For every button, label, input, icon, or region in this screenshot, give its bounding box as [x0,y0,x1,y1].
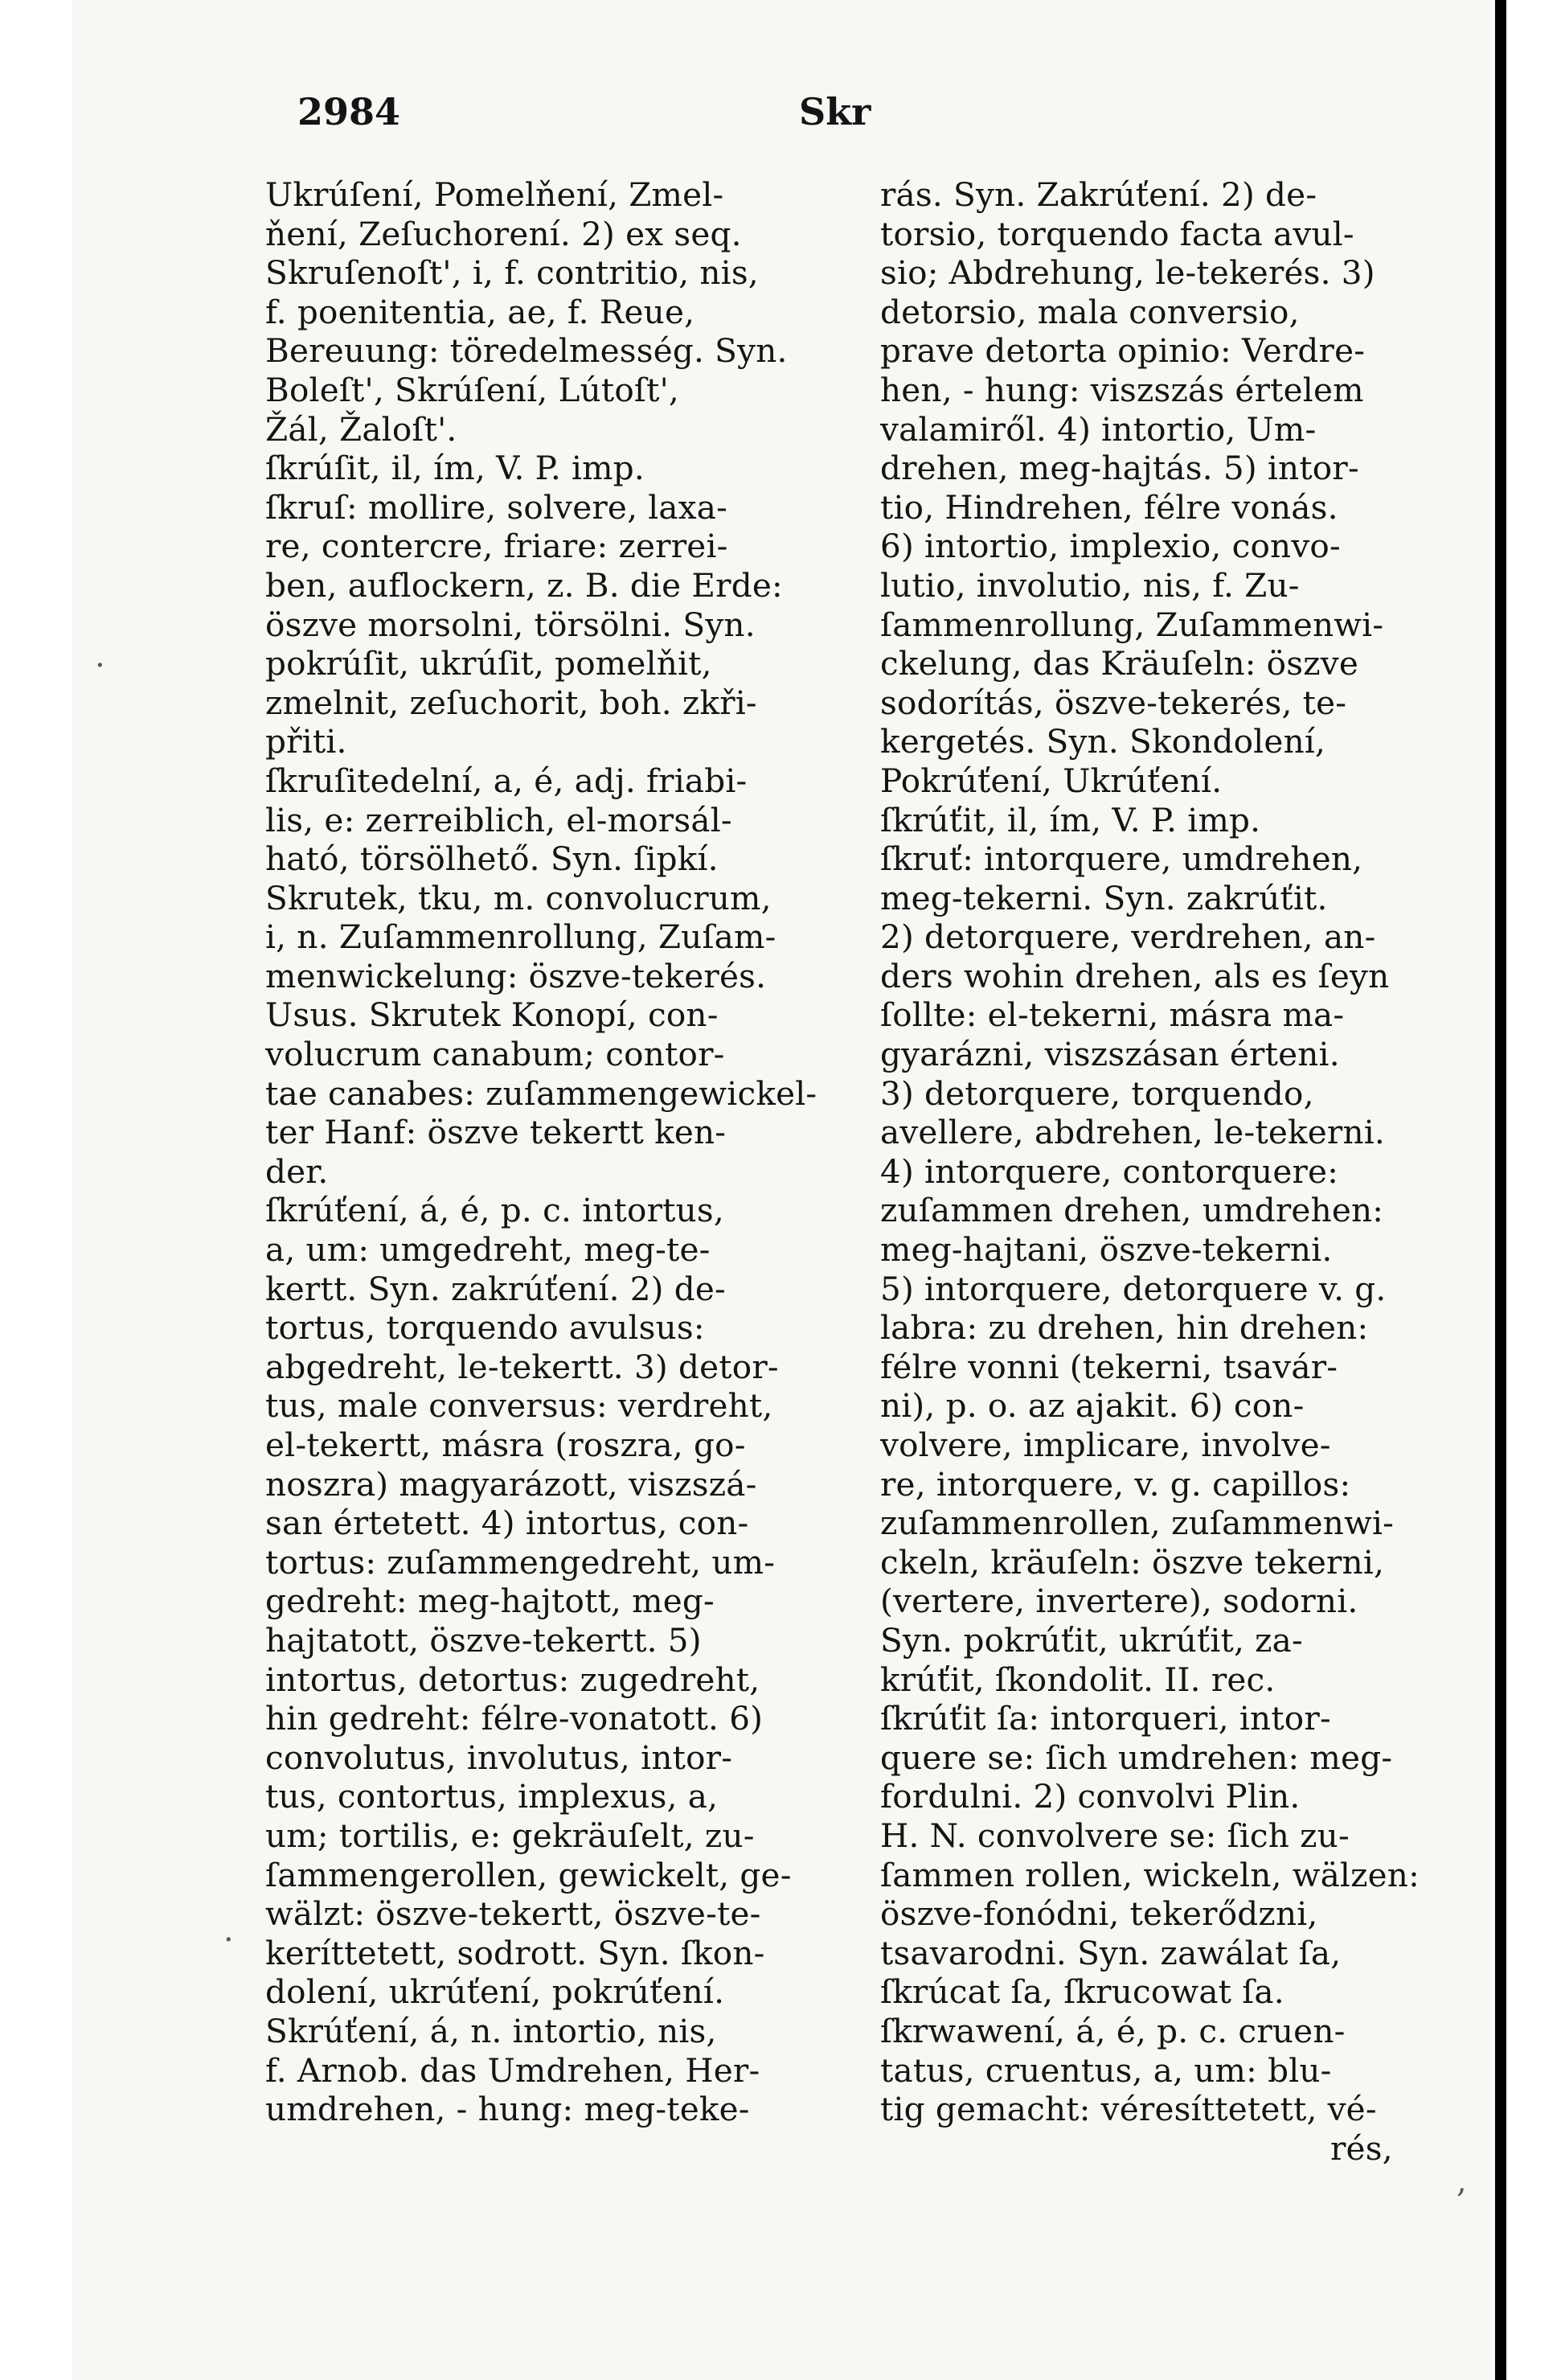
text-line: meg-tekerni. Syn. zakrúťit. [880,878,1328,917]
text-line: torsio, torquendo facta avul- [880,214,1354,253]
text-line: valamiről. 4) intortio, Um- [880,409,1317,449]
text-line: Ukrúſení, Pomelňení, Zmel- [265,175,724,214]
text-line: ſkrúťit ſa: intorqueri, intor- [880,1699,1331,1738]
binding-edge [1495,0,1506,2380]
text-line: öszve-fonódni, tekerődzni, [880,1894,1318,1934]
left-column [265,175,864,2129]
text-line: quere se: ſich umdrehen: meg- [880,1738,1393,1777]
text-line: ſkrwawení, á, é, p. c. cruen- [880,2011,1346,2050]
text-line: Boleſt', Skrúſení, Lútoſt', [265,370,679,409]
text-line: ſkruť: intorquere, umdrehen, [880,839,1363,879]
text-line: ni), p. o. az ajakit. 6) con- [880,1386,1305,1426]
text-line: rás. Syn. Zakrúťení. 2) de- [880,175,1317,214]
text-line: ſammen rollen, wickeln, wälzen: [880,1855,1420,1894]
text-line: 2) detorquere, verdrehen, an- [880,917,1376,957]
text-line: ňení, Zeſuchorení. 2) ex seq. [265,214,742,253]
text-line: přiti. [265,722,347,761]
text-line: dolení, ukrúťení, pokrúťení. [265,1972,725,2012]
text-line: hin gedreht: félre-vonatott. 6) [265,1699,764,1738]
text-line: 5) intorquere, detorquere v. g. [880,1269,1387,1308]
text-line: öszve morsolni, törsölni. Syn. [265,605,756,644]
text-line: Skrutek, tku, m. convolucrum, [265,878,772,917]
text-line: Žál, Žaloſt'. [265,409,457,449]
text-line: ſkruſitedelní, a, é, adj. friabi- [265,761,748,800]
text-line: tortus, torquendo avulsus: [265,1308,705,1348]
text-line: hen, - hung: viszszás értelem [880,370,1364,409]
text-line: zuſammen drehen, umdrehen: [880,1191,1384,1230]
text-line: ſammengerollen, gewickelt, ge- [265,1855,792,1894]
text-line: Syn. pokrúťit, ukrúťit, za- [880,1620,1303,1660]
text-line: pokrúſit, ukrúſit, pomelňit, [265,644,712,683]
text-line: sio; Abdrehung, le-tekerés. 3) [880,253,1375,293]
text-line: gyarázni, viszszásan érteni. [880,1035,1340,1074]
text-line: ſkrúťit, il, ím, V. P. imp. [880,800,1261,839]
text-line: umdrehen, - hung: meg-teke- [265,2090,750,2129]
text-line: Pokrúťení, Ukrúťení. [880,761,1223,800]
text-line: lutio, involutio, nis, f. Zu- [880,565,1300,605]
margin-speck: · [95,647,105,684]
text-line: kertt. Syn. zakrúťení. 2) de- [265,1269,726,1308]
text-line: tae canabes: zuſammengewickel- [265,1073,817,1113]
text-line: krúťit, ſkondolit. II. rec. [880,1660,1276,1699]
text-line: keríttetett, sodrott. Syn. ſkon- [265,1933,765,1972]
text-line: san értetett. 4) intortus, con- [265,1504,749,1543]
outer-margin [1506,0,1561,2380]
text-line: ſkruſ: mollire, solvere, laxa- [265,487,728,527]
text-line: zuſammenrollen, zuſammenwi- [880,1504,1394,1543]
text-line: lis, e: zerreiblich, el-morsál- [265,800,732,839]
text-line: Skruſenoſt', i, f. contritio, nis, [265,253,759,293]
text-line: meg-hajtani, öszve-tekerni. [880,1230,1333,1270]
text-line: hajtatott, öszve-tekertt. 5) [265,1620,702,1660]
text-line: kergetés. Syn. Skondolení, [880,722,1326,761]
text-line: avellere, abdrehen, le-tekerni. [880,1113,1385,1152]
text-line: ſkrúťení, á, é, p. c. intortus, [265,1191,724,1230]
text-line: ders wohin drehen, als es ſeyn [880,956,1390,995]
text-line: i, n. Zuſammenrollung, Zuſam- [265,917,776,957]
text-line: ható, törsölhető. Syn. ſipkí. [265,839,719,879]
text-line: noszra) magyarázott, viszszá- [265,1464,757,1504]
text-line: ckeln, kräuſeln: öszve tekerni, [880,1542,1385,1582]
text-line: rés, [1330,2128,1393,2168]
text-line: wälzt: öszve-tekertt, öszve-te- [265,1894,761,1934]
margin-speck: · [223,1922,234,1959]
text-line: Bereuung: töredelmesség. Syn. [265,331,788,371]
text-line: detorsio, mala conversio, [880,292,1300,331]
text-line: (vertere, invertere), sodorni. [880,1582,1358,1621]
text-line: 6) intortio, implexio, convo- [880,527,1341,566]
text-line: ſammenrollung, Zuſammenwi- [880,605,1384,644]
text-line: drehen, meg-hajtás. 5) intor- [880,449,1359,488]
text-line: ſkrúcat ſa, ſkrucowat ſa. [880,1972,1284,2012]
text-line: re, intorquere, v. g. capillos: [880,1464,1351,1504]
margin-speck: , [1457,2163,1467,2200]
text-line: volucrum canabum; contor- [265,1035,725,1074]
text-line: f. poenitentia, ae, f. Reue, [265,292,695,331]
text-line: tatus, cruentus, a, um: blu- [880,2050,1332,2090]
text-line: félre vonni (tekerni, tsavár- [880,1347,1338,1386]
text-line: menwickelung: öszve-tekerés. [265,956,767,995]
text-line: f. Arnob. das Umdrehen, Her- [265,2050,760,2090]
text-line: labra: zu drehen, hin drehen: [880,1308,1369,1348]
page-number: 2984 [297,90,401,133]
page-header [297,90,1439,138]
text-line: tus, contortus, implexus, a, [265,1777,719,1816]
text-line: tortus: zuſammengedreht, um- [265,1542,776,1582]
text-line: tsavarodni. Syn. zawálat ſa, [880,1933,1342,1972]
text-line: re, contercre, friare: zerrei- [265,527,728,566]
text-line: fordulni. 2) convolvi Plin. [880,1777,1301,1816]
text-line: Skrúťení, á, n. intortio, nis, [265,2011,717,2050]
text-line: ter Hanf: öszve tekertt ken- [265,1113,727,1152]
text-line: tus, male conversus: verdreht, [265,1386,773,1426]
text-line: volvere, implicare, involve- [880,1426,1331,1464]
text-line: prave detorta opinio: Verdre- [880,331,1366,371]
text-line: der. [265,1151,329,1191]
right-column [880,175,1491,2168]
text-line: tig gemacht: véresíttetett, vé- [880,2090,1377,2129]
text-line: a, um: umgedreht, meg-te- [265,1230,711,1270]
running-head: Skr [799,90,871,133]
text-line: intortus, detortus: zugedreht, [265,1660,760,1699]
text-line: abgedreht, le-tekertt. 3) detor- [265,1347,779,1386]
text-line: H. N. convolvere se: ſich zu- [880,1816,1350,1855]
text-line: um; tortilis, e: gekräuſelt, zu- [265,1816,755,1855]
text-line: zmelnit, zeſuchorit, boh. zkři- [265,683,757,722]
text-line: ſollte: el-tekerni, másra ma- [880,995,1345,1035]
text-line: convolutus, involutus, intor- [265,1738,733,1777]
text-line: 3) detorquere, torquendo, [880,1073,1314,1113]
text-line: sodorítás, öszve-tekerés, te- [880,683,1347,722]
text-line: tio, Hindrehen, félre vonás. [880,487,1338,527]
text-line: Usus. Skrutek Konopí, con- [265,995,719,1035]
text-line: gedreht: meg-hajtott, meg- [265,1582,715,1621]
text-line: 4) intorquere, contorquere: [880,1151,1339,1191]
text-line: ſkrúſit, il, ím, V. P. imp. [265,449,645,488]
text-line: el-tekertt, másra (roszra, go- [265,1426,746,1464]
text-line: ben, auflockern, z. B. die Erde: [265,565,783,605]
text-line: ckelung, das Kräuſeln: öszve [880,644,1359,683]
